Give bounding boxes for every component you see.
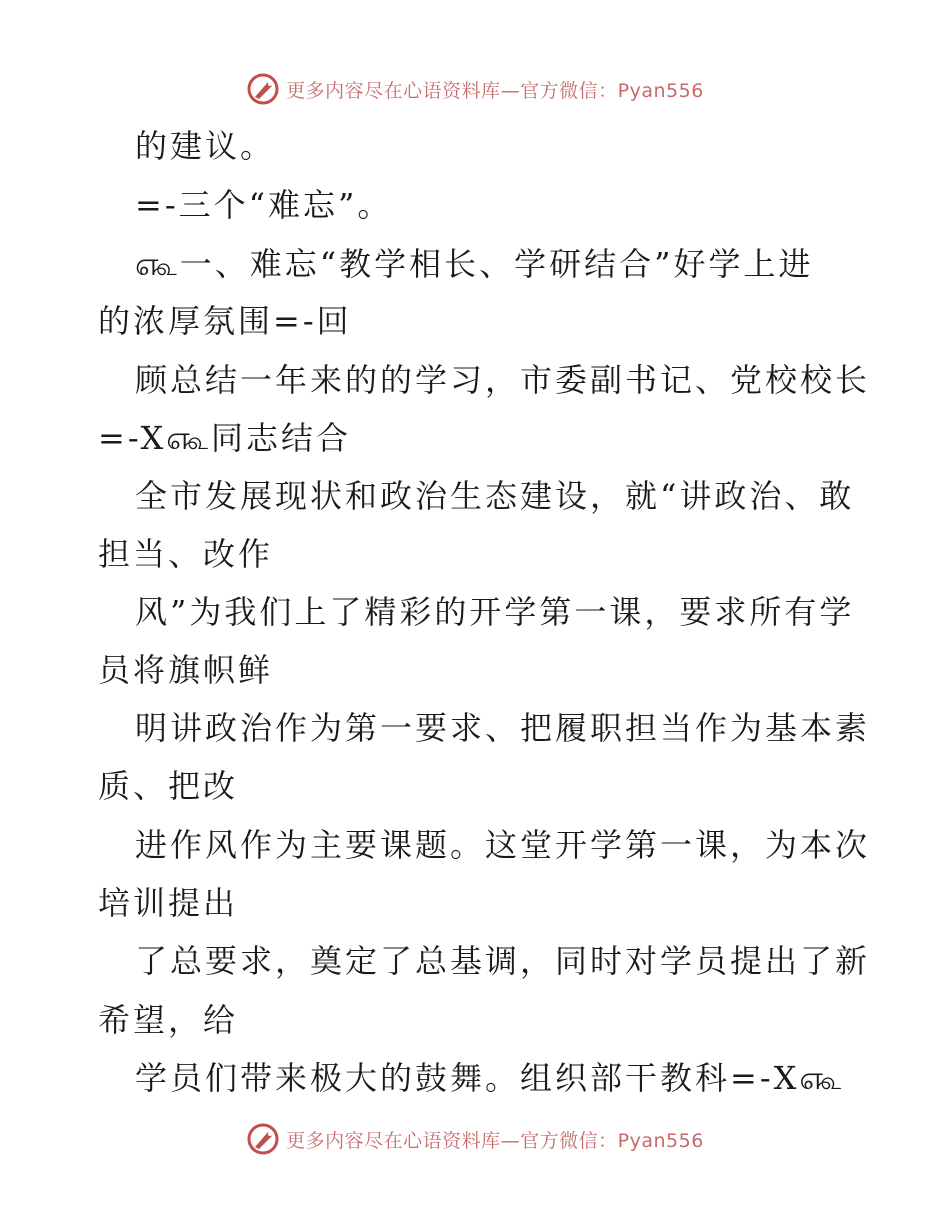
text-line: 员将旗帜鲜 [98,651,274,689]
header-banner [0,72,950,106]
pen-nib-logo-icon [246,72,280,106]
text-line: =-X௷同志结合 [98,419,352,457]
text-line: 的浓厚氛围=-回 [98,302,352,340]
text-line: 顾总结一年来的的学习，市委副书记、党校校长 [135,361,871,399]
pen-nib-logo-icon [246,1122,280,1156]
text-line: 进作风作为主要课题。这堂开学第一课，为本次 [135,826,871,864]
text-line: 希望，给 [98,1001,239,1039]
header-banner-text: 更多内容尽在心语资料库—官方微信：Pyan556 [286,79,704,102]
text-line: 学员们带来极大的鼓舞。组织部干教科=-X௷ [135,1059,845,1097]
text-line: 担当、改作 [98,535,274,573]
text-line: 了总要求，奠定了总基调，同时对学员提出了新 [135,942,871,980]
footer-banner-text: 更多内容尽在心语资料库—官方微信：Pyan556 [286,1129,704,1152]
text-line: 风”为我们上了精彩的开学第一课，要求所有学 [135,593,855,631]
text-line: ௷一、难忘“教学相长、学研结合”好学上进 [135,245,814,283]
text-line: 质、把改 [98,767,239,805]
footer-banner [0,1122,950,1156]
text-line: 培训提出 [98,884,239,922]
text-line: 的建议。 [135,127,276,165]
text-line: 全市发展现状和政治生态建设，就“讲政治、敢 [135,477,855,515]
text-line: =-三个“难忘”。 [135,186,393,224]
text-line: 明讲政治作为第一要求、把履职担当作为基本素 [135,709,871,747]
